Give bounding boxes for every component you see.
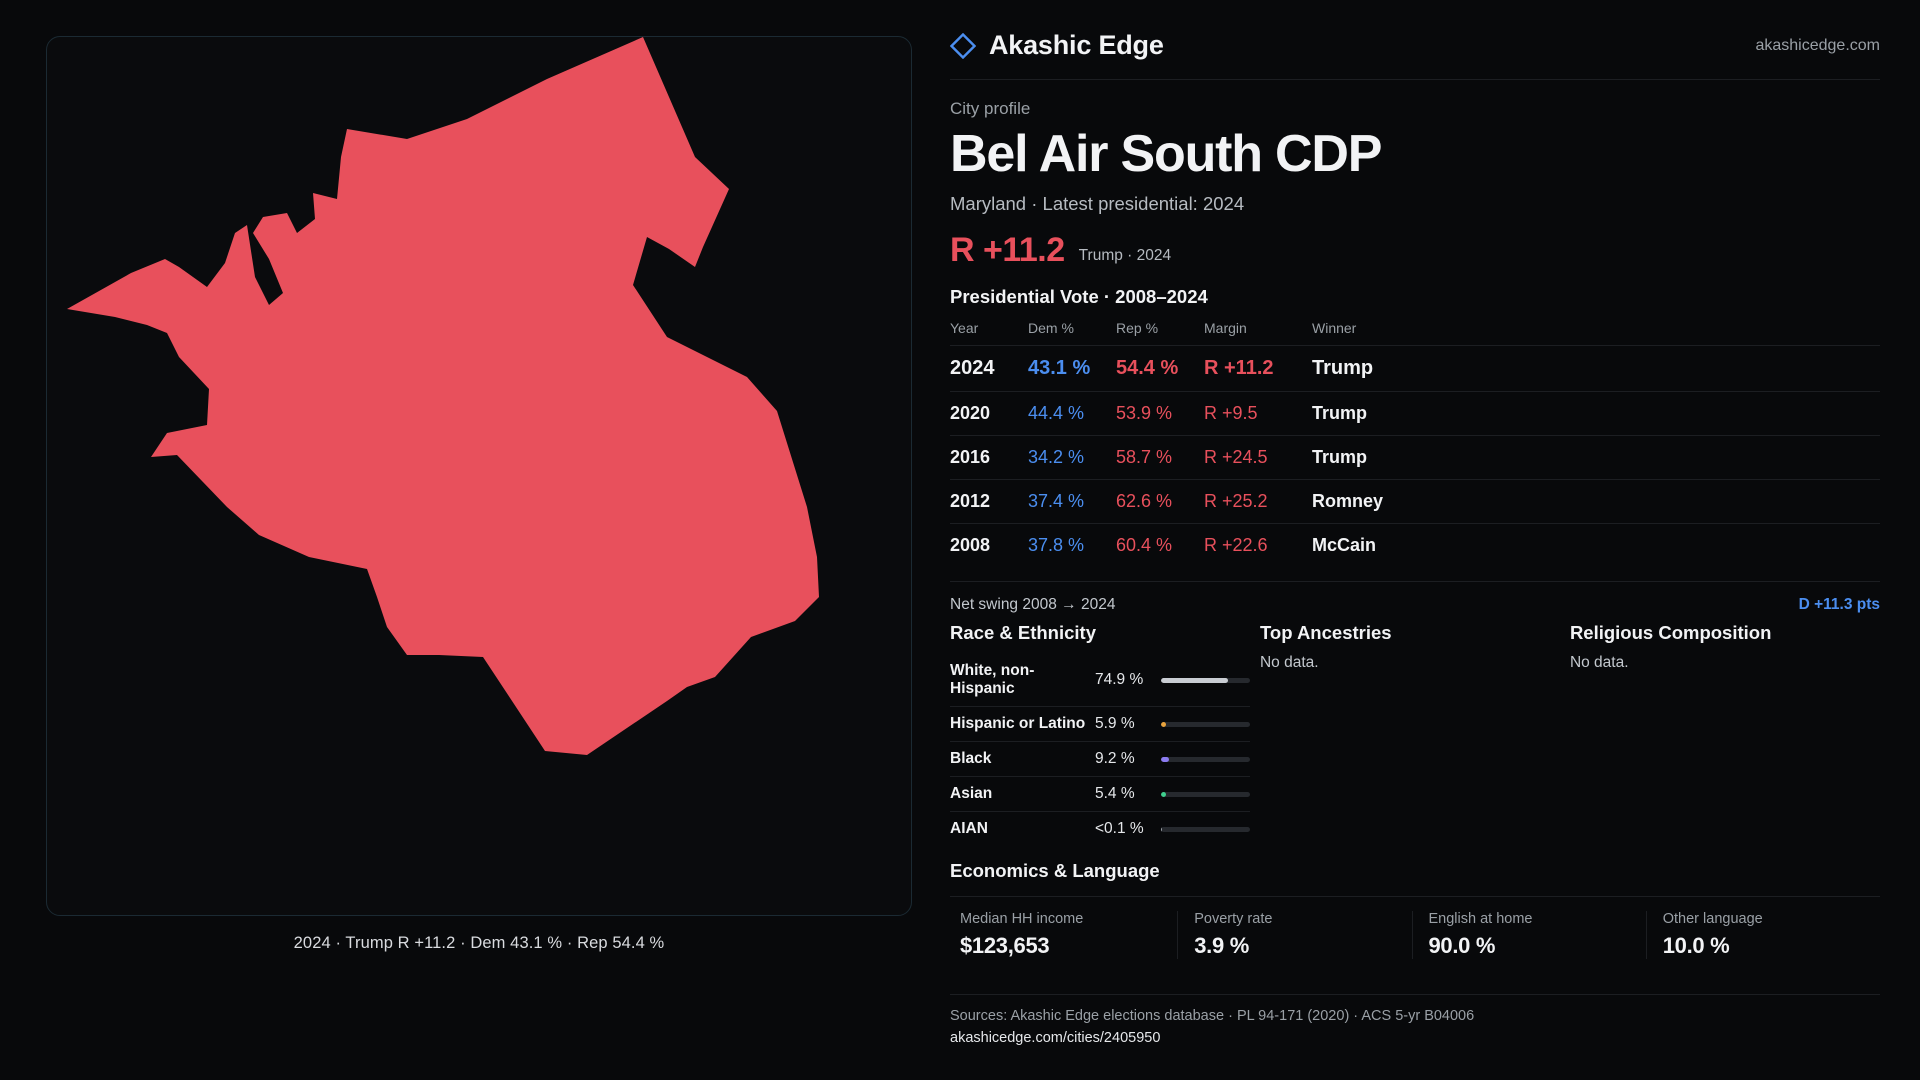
race-ethnicity-panel xyxy=(950,622,1260,846)
city-shape xyxy=(67,37,819,755)
race-bar-track xyxy=(1161,792,1250,797)
cell-dem: 43.1 % xyxy=(1028,346,1116,392)
net-swing-value: D +11.3 pts xyxy=(1798,596,1880,614)
sources-footer xyxy=(950,994,1880,1046)
religious-composition-panel xyxy=(1570,622,1880,846)
page-subline: Maryland · Latest presidential: 2024 xyxy=(950,193,1245,215)
econ-cell-poverty-rate xyxy=(1177,911,1411,959)
map-caption: 2024 · Trump R +11.2 · Dem 43.1 % · Rep 54.4 % xyxy=(293,934,665,952)
margin-value: R +11.2 xyxy=(950,231,1065,270)
race-bar-fill xyxy=(1161,722,1166,727)
list-item xyxy=(950,811,1250,846)
race-label: Black xyxy=(950,750,992,768)
race-percent: 5.9 % xyxy=(1095,715,1135,733)
race-label: Asian xyxy=(950,785,993,803)
cell-rep: 62.6 % xyxy=(1116,480,1204,524)
headline-margin xyxy=(950,231,1880,270)
race-label: Hispanic or Latino xyxy=(950,715,1086,733)
econ-label: Other language xyxy=(1662,911,1763,928)
cell-margin: R +9.5 xyxy=(1204,392,1312,436)
margin-detail: Trump · 2024 xyxy=(1078,247,1172,265)
cell-year: 2024 xyxy=(950,346,1028,392)
econ-label: English at home xyxy=(1428,911,1533,928)
page-title: Bel Air South CDP xyxy=(950,125,1382,183)
cell-year: 2012 xyxy=(950,480,1028,524)
table-row xyxy=(950,436,1880,480)
list-item xyxy=(950,776,1250,811)
econ-value: $123,653 xyxy=(960,933,1050,959)
econ-value: 10.0 % xyxy=(1662,933,1730,959)
econ-cell-median-income xyxy=(950,911,1177,959)
race-percent: <0.1 % xyxy=(1095,820,1144,838)
cell-winner: Romney xyxy=(1312,480,1880,524)
race-label: White, non-Hispanic xyxy=(950,662,1035,698)
col-header-winner: Winner xyxy=(1312,320,1357,337)
cell-margin: R +11.2 xyxy=(1204,346,1312,392)
presidential-vote-table xyxy=(950,320,1880,567)
brand-bar xyxy=(950,30,1880,80)
cell-winner: Trump xyxy=(1312,436,1880,480)
race-bar-track xyxy=(1161,678,1250,683)
map-panel xyxy=(0,0,920,1080)
race-bar-fill xyxy=(1161,678,1228,683)
net-swing-label: Net swing 2008 → 2024 xyxy=(950,596,1116,614)
cell-winner: Trump xyxy=(1312,346,1880,392)
cell-rep: 54.4 % xyxy=(1116,346,1204,392)
race-percent: 9.2 % xyxy=(1095,750,1135,768)
econ-cell-english-at-home xyxy=(1412,911,1646,959)
col-header-margin: Margin xyxy=(1204,320,1247,337)
col-header-rep: Rep % xyxy=(1116,320,1159,337)
brand-left xyxy=(950,30,1164,61)
col-header-year: Year xyxy=(950,320,979,337)
ancestries-empty-state: No data. xyxy=(1259,654,1319,672)
net-swing-row xyxy=(950,581,1880,614)
list-item xyxy=(950,706,1250,741)
sources-link[interactable]: akashicedge.com/cities/2405950 xyxy=(950,1030,1161,1046)
cell-rep: 60.4 % xyxy=(1116,524,1204,568)
page-eyebrow: City profile xyxy=(950,99,1031,118)
econ-value: 3.9 % xyxy=(1194,933,1250,959)
religion-title: Religious Composition xyxy=(1569,622,1772,644)
cell-rep: 58.7 % xyxy=(1116,436,1204,480)
city-boundary-map[interactable] xyxy=(47,37,912,916)
cell-dem: 44.4 % xyxy=(1028,392,1116,436)
cell-year: 2016 xyxy=(950,436,1028,480)
col-header-dem: Dem % xyxy=(1028,320,1074,337)
brand-name: Akashic Edge xyxy=(989,30,1164,60)
econ-label: Poverty rate xyxy=(1194,911,1273,928)
religion-empty-state: No data. xyxy=(1569,654,1629,672)
cell-winner: McCain xyxy=(1312,524,1880,568)
econ-value: 90.0 % xyxy=(1428,933,1496,959)
table-row xyxy=(950,524,1880,568)
race-list xyxy=(950,654,1250,846)
race-title: Race & Ethnicity xyxy=(950,622,1096,644)
econ-label: Median HH income xyxy=(960,911,1084,928)
votes-section-title: Presidential Vote · 2008–2024 xyxy=(950,286,1208,308)
cell-dem: 37.8 % xyxy=(1028,524,1116,568)
econ-cell-other-language xyxy=(1646,911,1880,959)
demographics-columns xyxy=(950,622,1880,846)
table-row xyxy=(950,346,1880,392)
race-bar-track xyxy=(1161,757,1250,762)
cell-dem: 34.2 % xyxy=(1028,436,1116,480)
cell-year: 2008 xyxy=(950,524,1028,568)
race-bar-fill xyxy=(1161,792,1166,797)
race-bar-track xyxy=(1161,827,1250,832)
table-row xyxy=(950,480,1880,524)
cell-winner: Trump xyxy=(1312,392,1880,436)
economics-grid xyxy=(950,896,1880,959)
info-panel xyxy=(920,0,1920,1080)
race-bar-track xyxy=(1161,722,1250,727)
cell-rep: 53.9 % xyxy=(1116,392,1204,436)
sources-line: Sources: Akashic Edge elections database · PL 94-171 (2020) · ACS 5-yr B04006 xyxy=(950,1008,1475,1024)
cell-dem: 37.4 % xyxy=(1028,480,1116,524)
race-bar-fill xyxy=(1161,757,1169,762)
race-percent: 74.9 % xyxy=(1095,671,1144,689)
list-item xyxy=(950,654,1250,706)
top-ancestries-panel xyxy=(1260,622,1570,846)
race-label: AIAN xyxy=(950,820,988,838)
ancestries-title: Top Ancestries xyxy=(1259,622,1392,644)
list-item xyxy=(950,741,1250,776)
race-percent: 5.4 % xyxy=(1095,785,1135,803)
table-row xyxy=(950,392,1880,436)
economics-title: Economics & Language xyxy=(950,860,1160,882)
table-header-row xyxy=(950,320,1880,346)
map-frame[interactable] xyxy=(46,36,912,916)
diamond-icon-svg xyxy=(950,33,976,59)
brand-url[interactable]: akashicedge.com xyxy=(1755,36,1880,54)
diamond-icon xyxy=(950,33,976,59)
cell-margin: R +22.6 xyxy=(1204,524,1312,568)
cell-year: 2020 xyxy=(950,392,1028,436)
cell-margin: R +24.5 xyxy=(1204,436,1312,480)
cell-margin: R +25.2 xyxy=(1204,480,1312,524)
